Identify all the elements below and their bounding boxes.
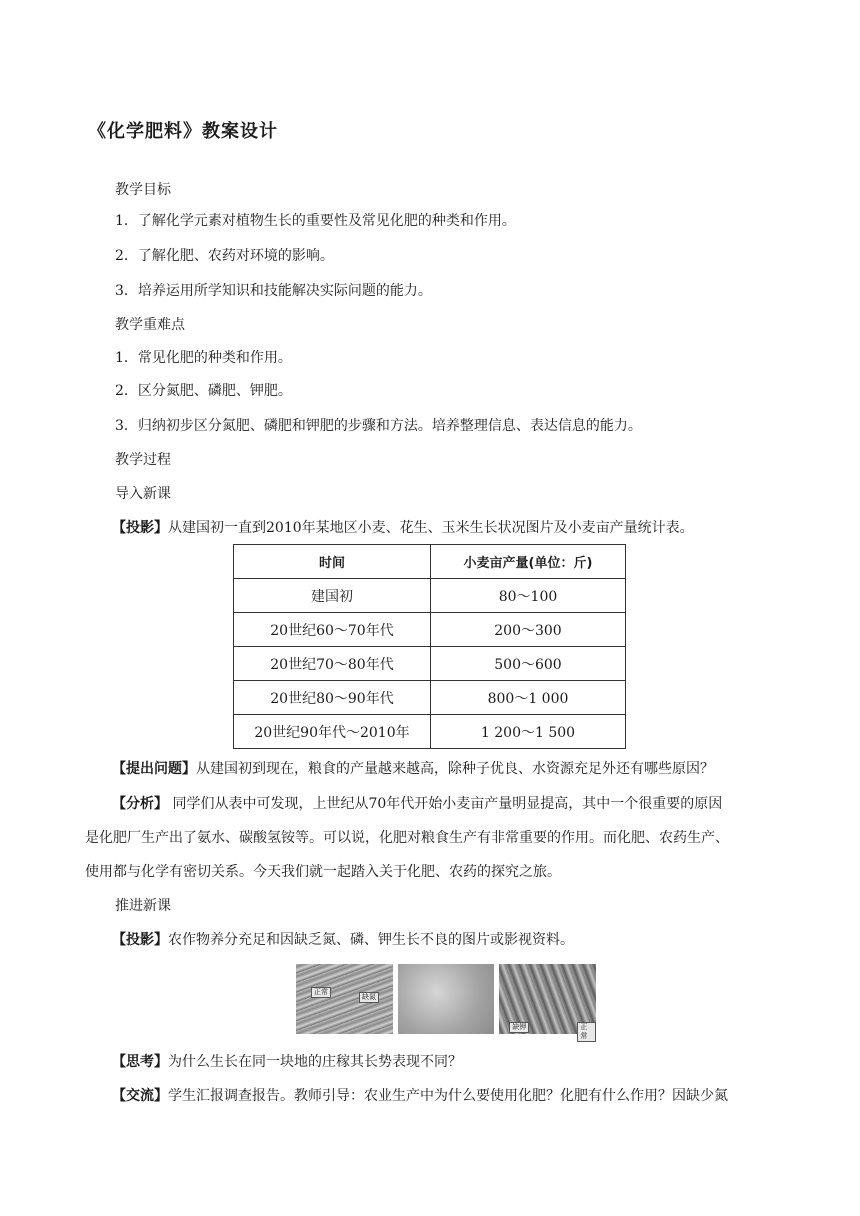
objective-item: 3．培养运用所学知识和技能解决实际问题的能力。 — [115, 283, 432, 299]
table-cell-yield: 800～1 000 — [431, 681, 626, 715]
process-heading: 教学过程 — [115, 452, 171, 468]
table-row — [234, 613, 626, 647]
analysis-line — [112, 794, 722, 814]
think-tag: 【思考】 — [112, 1054, 168, 1070]
table-row — [234, 579, 626, 613]
analysis-text: 同学们从表中可发现，上世纪从70年代开始小麦亩产量明显提高，其中一个很重要的原因 — [168, 796, 723, 812]
crop-photo — [398, 964, 495, 1034]
projection-tag: 【投影】 — [112, 932, 168, 948]
projection-text: 从建国初一直到2010年某地区小麦、花生、玉米生长状况图片及小麦亩产量统计表。 — [168, 520, 694, 536]
exchange-tag: 【交流】 — [112, 1088, 168, 1104]
table-header-yield: 小麦亩产量(单位：斤) — [431, 545, 626, 579]
table-row — [234, 715, 626, 749]
table-cell-time: 20世纪60～70年代 — [234, 613, 431, 647]
table-cell-yield: 500～600 — [431, 647, 626, 681]
key-points-heading: 教学重难点 — [115, 317, 185, 333]
crop-photo — [296, 964, 393, 1034]
projection-text: 农作物养分充足和因缺乏氮、磷、钾生长不良的图片或影视资料。 — [168, 932, 574, 948]
projection-tag: 【投影】 — [112, 520, 168, 536]
question-paragraph — [112, 759, 714, 779]
photo-label: 正常 — [311, 987, 331, 998]
think-paragraph — [112, 1052, 462, 1072]
new-lesson-heading: 推进新课 — [115, 898, 171, 914]
table-header-row — [234, 545, 626, 579]
table-cell-time: 20世纪90年代～2010年 — [234, 715, 431, 749]
photo-label: 缺氮 — [359, 992, 379, 1003]
table-cell-yield: 200～300 — [431, 613, 626, 647]
question-tag: 【提出问题】 — [112, 761, 196, 777]
projection-paragraph — [112, 518, 694, 538]
table-row — [234, 647, 626, 681]
key-point-item: 3．归纳初步区分氮肥、磷肥和钾肥的步骤和方法。培养整理信息、表达信息的能力。 — [115, 418, 642, 434]
question-text: 从建国初到现在，粮食的产量越来越高，除种子优良、水资源充足外还有哪些原因？ — [196, 761, 714, 777]
analysis-tag: 【分析】 — [112, 796, 168, 812]
photo-label: 缺钾 — [509, 1022, 529, 1033]
objectives-heading: 教学目标 — [115, 182, 171, 198]
photo-label: 正常 — [577, 1022, 596, 1042]
table-cell-time: 20世纪70～80年代 — [234, 647, 431, 681]
crop-photo — [499, 964, 596, 1040]
intro-heading: 导入新课 — [115, 486, 171, 502]
key-point-item: 1．常见化肥的种类和作用。 — [115, 350, 292, 366]
analysis-line: 使用都与化学有密切关系。今天我们就一起踏入关于化肥、农药的探究之旅。 — [85, 864, 561, 880]
objective-item: 1．了解化学元素对植物生长的重要性及常见化肥的种类和作用。 — [115, 213, 516, 229]
table-cell-time: 20世纪80～90年代 — [234, 681, 431, 715]
table-cell-time: 建国初 — [234, 579, 431, 613]
projection-paragraph — [112, 930, 574, 950]
exchange-text: 学生汇报调查报告。教师引导：农业生产中为什么要使用化肥？化肥有什么作用？因缺少氮 — [168, 1088, 728, 1104]
yield-table — [233, 544, 626, 749]
table-cell-yield: 80～100 — [431, 579, 626, 613]
key-point-item: 2．区分氮肥、磷肥、钾肥。 — [115, 383, 292, 399]
analysis-line: 是化肥厂生产出了氨水、碳酸氢铵等。可以说，化肥对粮食生产有非常重要的作用。而化肥、农药生产、 — [85, 830, 729, 846]
crop-photos — [296, 964, 596, 1040]
page-title: 《化学肥料》教案设计 — [88, 121, 278, 142]
exchange-paragraph — [112, 1086, 728, 1106]
table-cell-yield: 1 200～1 500 — [431, 715, 626, 749]
think-text: 为什么生长在同一块地的庄稼其长势表现不同？ — [168, 1054, 462, 1070]
table-header-time: 时间 — [234, 545, 431, 579]
table-row — [234, 681, 626, 715]
objective-item: 2．了解化肥、农药对环境的影响。 — [115, 248, 334, 264]
